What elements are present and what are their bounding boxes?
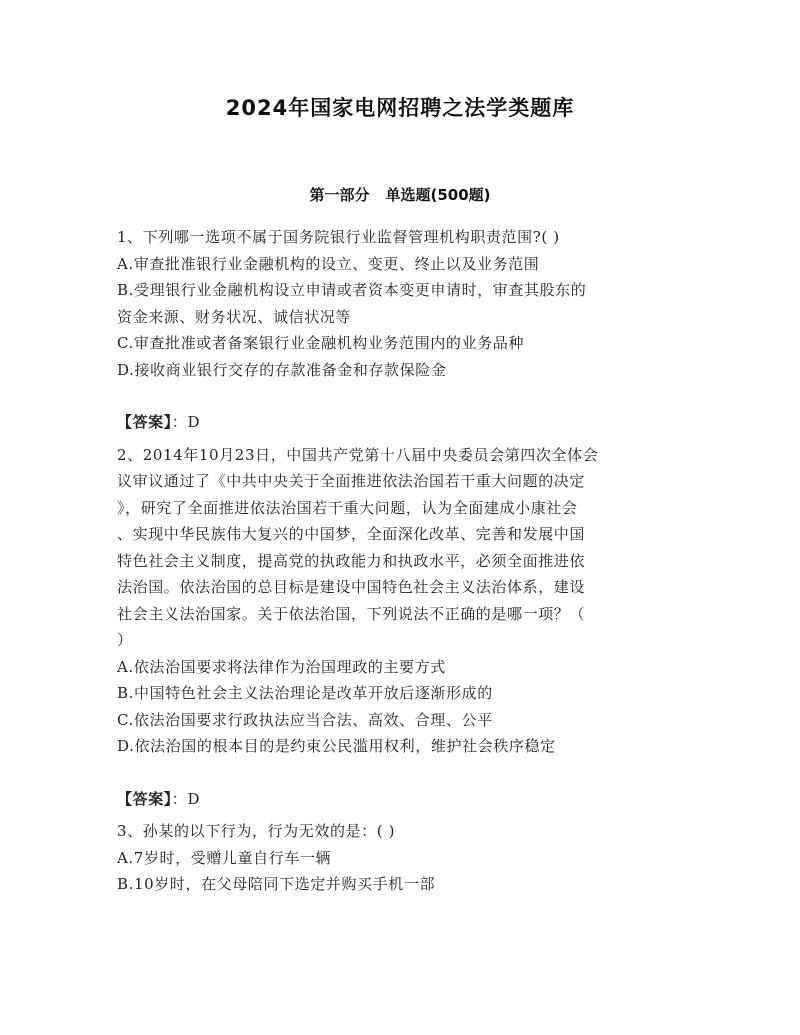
- document-title: 2024年国家电网招聘之法学类题库: [225, 96, 575, 120]
- question-item: [117, 818, 687, 898]
- question-stem-line: 2、2014年10月23日，中国共产党第十八届中央委员会第四次全体会: [117, 445, 599, 464]
- answer-option: [117, 733, 687, 760]
- question-list: [117, 224, 687, 898]
- answer-option-line: B.中国特色社会主义法治理论是改革开放后逐渐形成的: [117, 684, 493, 702]
- question-stem-line: 1、下列哪一选项不属于国务院银行业监督管理机构职责范围?( ): [117, 228, 560, 246]
- question-stem: [117, 442, 687, 654]
- question-item: [117, 442, 687, 819]
- answer-separator: ：: [171, 413, 188, 431]
- question-stem-line: 社会主义法治国家。关于依法治国，下列说法不正确的是哪一项？（: [117, 604, 586, 623]
- answer-option-line: B.受理银行业金融机构设立申请或者资本变更申请时，审查其股东的: [117, 281, 587, 299]
- answer-option-line: C.审查批准或者备案银行业金融机构业务范围内的业务品种: [117, 334, 524, 352]
- answer-option: [117, 707, 687, 734]
- question-stem: [117, 224, 687, 251]
- question-stem-line: 》，研究了全面推进依法治国若干重大问题，认为全面建成小康社会: [117, 498, 578, 517]
- question-stem-line: 法治国。依法治国的总目标是建设中国特色社会主义法治体系，建设: [117, 578, 586, 596]
- answer-option: [117, 357, 687, 384]
- answer-option-line: D.接收商业银行交存的存款准备金和存款保险金: [117, 360, 447, 379]
- answer-line: [117, 409, 687, 436]
- answer-option: [117, 654, 687, 681]
- answer-option: [117, 845, 687, 872]
- section-type: 单选题(500题): [385, 186, 491, 204]
- answer-option-line: 资金来源、财务状况、诚信状况等: [117, 307, 352, 326]
- answer-option: [117, 251, 687, 278]
- answer-option-line: C.依法治国要求行政执法应当合法、高效、合理、公平: [117, 710, 493, 729]
- answer-separator: ：: [171, 789, 188, 808]
- question-stem-line: ）: [117, 631, 133, 649]
- answer-option: [117, 680, 687, 707]
- answer-option: [117, 871, 687, 898]
- answer-option-line: B.10岁时，在父母陪同下选定并购买手机一部: [117, 875, 436, 893]
- answer-line: [117, 786, 687, 813]
- answer-option: [117, 277, 687, 330]
- answer-option-line: A.7岁时，受赠儿童自行车一辆: [117, 848, 332, 867]
- section-heading: [0, 184, 800, 205]
- answer-option-line: D.依法治国的根本目的是约束公民滥用权利，维护社会秩序稳定: [117, 737, 556, 755]
- answer-option: [117, 330, 687, 357]
- question-stem-line: 议审议通过了《中共中央关于全面推进依法治国若干重大问题的决定: [117, 472, 586, 490]
- answer-label: 【答案】: [117, 413, 172, 431]
- question-item: [117, 224, 687, 442]
- answer-option-line: A.依法治国要求将法律作为治国理政的主要方式: [117, 657, 446, 676]
- answer-value: D: [187, 789, 201, 808]
- answer-value: D: [187, 413, 201, 431]
- question-stem-line: 、实现中华民族伟大复兴的中国梦，全面深化改革、完善和发展中国: [117, 525, 586, 543]
- answer-label: 【答案】: [117, 789, 172, 808]
- answer-option-line: A.审查批准银行业金融机构的设立、变更、终止以及业务范围: [117, 254, 540, 273]
- section-part: 第一部分: [309, 186, 370, 204]
- question-stem: [117, 818, 687, 845]
- question-stem-line: 3、孙某的以下行为，行为无效的是：( ): [117, 822, 396, 840]
- question-stem-line: 特色社会主义制度，提高党的执政能力和执政水平，必须全面推进依: [117, 551, 586, 570]
